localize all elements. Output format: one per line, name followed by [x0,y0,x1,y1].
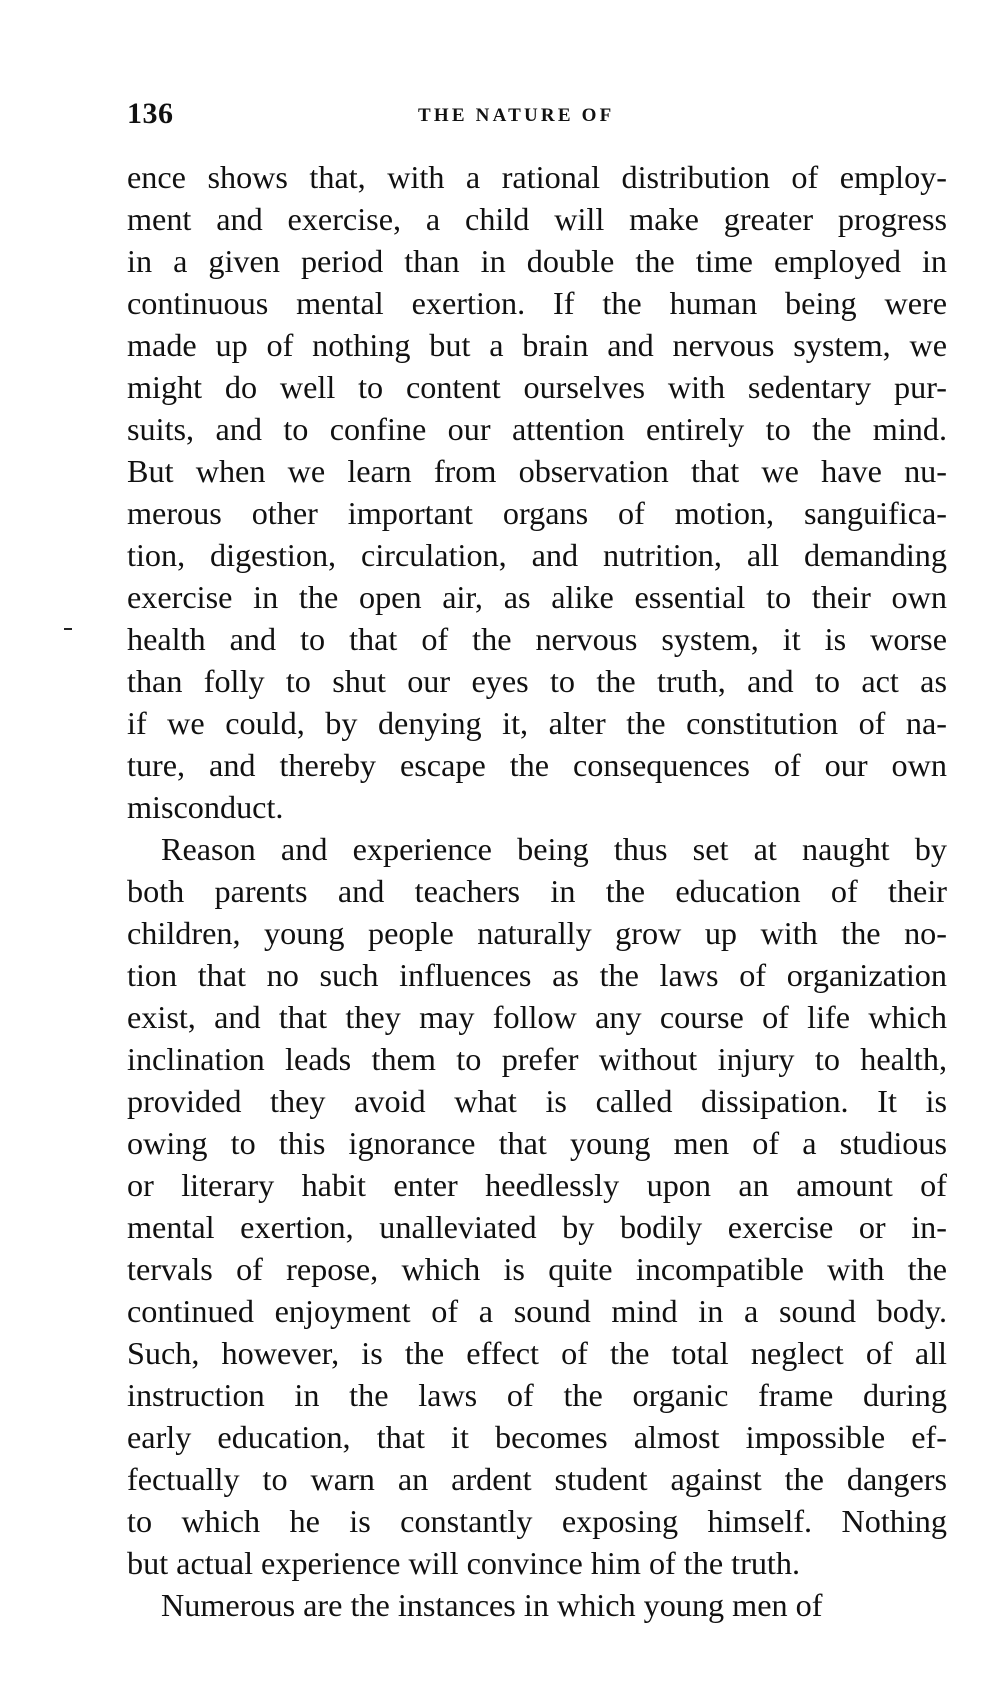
text-line: continuous mental exertion. If the human being were [127,285,947,321]
text-line: but actual experience will convince him of the truth. [127,1545,801,1581]
paragraph-2 [127,828,947,1584]
text-line: or literary habit enter heedlessly upon an amount of [127,1167,947,1203]
text-line: owing to this ignorance that young men of a studious [127,1125,947,1161]
text-line: tervals of repose, which is quite incompatible with the [127,1251,947,1287]
text-line: instruction in the laws of the organic frame during [127,1377,947,1413]
text-line: if we could, by denying it, alter the constitution of na- [127,705,947,741]
text-line: But when we learn from observation that we have nu- [127,453,947,489]
margin-mark [64,628,72,630]
text-line: tion that no such influences as the laws of organization [127,957,947,993]
text-line: misconduct. [127,789,284,825]
body-text [127,156,947,1626]
page-number: 136 [127,97,174,130]
text-line: than folly to shut our eyes to the truth, and to act as [127,663,947,699]
text-line: early education, that it becomes almost impossible ef- [127,1419,947,1455]
text-line: tion, digestion, circulation, and nutrition, all demanding [127,537,947,573]
text-line: Numerous are the instances in which young men of [161,1587,823,1623]
paragraph-3 [127,1584,947,1626]
text-line: in a given period than in double the time employed in [127,243,947,279]
text-line: merous other important organs of motion, sanguifica- [127,495,947,531]
running-head: THE NATURE OF [418,105,615,126]
text-line: provided they avoid what is called dissipation. It is [127,1083,947,1119]
text-line: children, young people naturally grow up with the no- [127,915,947,951]
text-line: continued enjoyment of a sound mind in a sound body. [127,1293,947,1329]
text-line: suits, and to confine our attention entirely to the mind. [127,411,947,447]
paragraph-1 [127,156,947,828]
text-line: made up of nothing but a brain and nervous system, we [127,327,947,363]
text-line: ence shows that, with a rational distribution of employ- [127,159,947,195]
text-line: fectually to warn an ardent student against the dangers [127,1461,947,1497]
text-line: exist, and that they may follow any course of life which [127,999,947,1035]
text-line: might do well to content ourselves with sedentary pur- [127,369,947,405]
text-line: mental exertion, unalleviated by bodily exercise or in- [127,1209,947,1245]
text-line: ture, and thereby escape the consequences of our own [127,747,947,783]
text-line: Reason and experience being thus set at naught by [161,831,947,867]
text-line: ment and exercise, a child will make greater progress [127,201,947,237]
text-line: Such, however, is the effect of the total neglect of all [127,1335,947,1371]
text-line: exercise in the open air, as alike essential to their own [127,579,947,615]
text-line: both parents and teachers in the education of their [127,873,947,909]
text-line: to which he is constantly exposing himself. Nothing [127,1503,947,1539]
text-line: inclination leads them to prefer without injury to health, [127,1041,947,1077]
text-line: health and to that of the nervous system, it is worse [127,621,947,657]
